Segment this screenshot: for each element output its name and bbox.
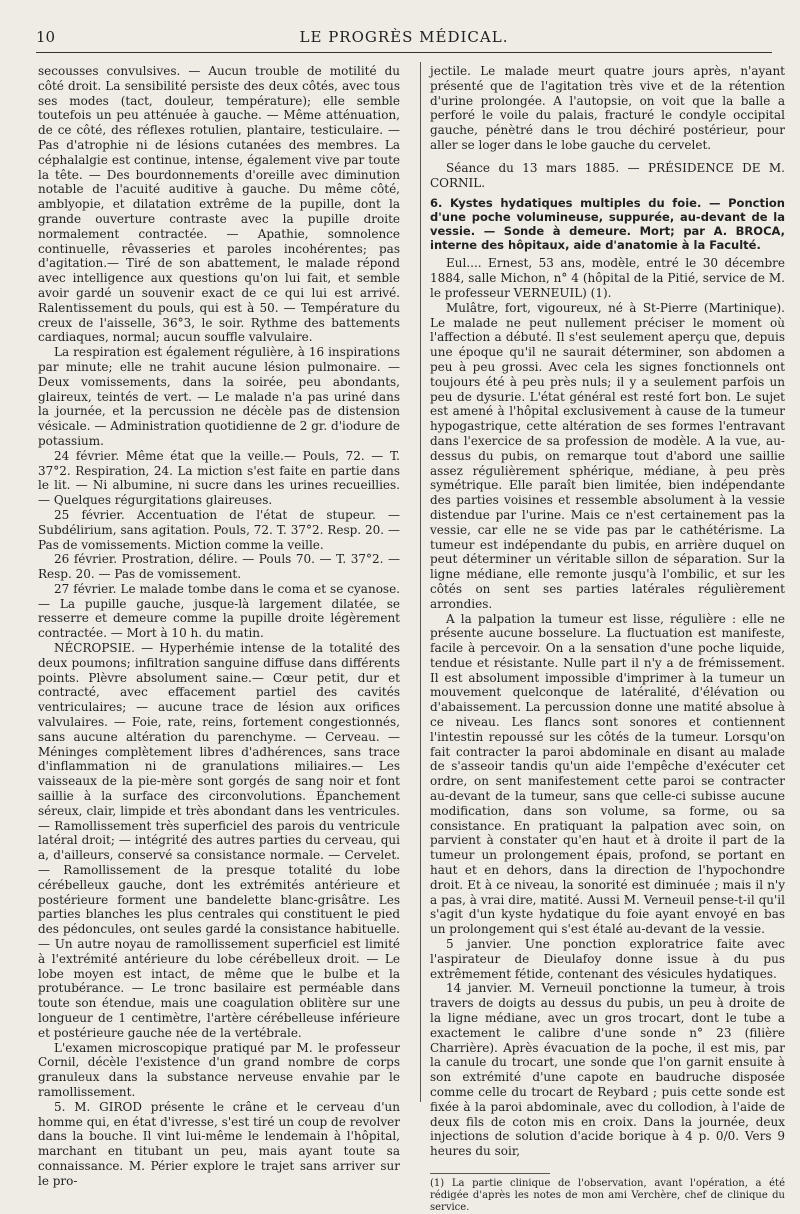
paragraph: A la palpation la tumeur est lisse, régulière : elle ne présente aucune bosselure. La fluctuation est manifeste, facile à percevoir. On a la sensation d'une poche liquide, tendue et résistante. Nulle part il n'y a de frémissement. Il est absolument impossible d'imprimer à la tumeur un mouvement quelconque de latéralité, d'élévation ou d'abaissement. La percussion donne une matité absolue à ce niveau. Les flancs sont sonores et contiennent l'intestin repoussé sur les côtés de la tumeur. Lorsqu'on fait contracter la paroi abdominale en disant au malade de s'asseoir tandis qu'un aide l'empêche d'exécuter cet ordre, on sent manifestement cette paroi se contracter au-devant de la tumeur, sans que celle-ci subisse aucune modification, dans son volume, sa forme, ou sa consistance. En pratiquant la palpation avec soin, on parvient à constater qu'en haut et à droite il part de la tumeur un prolongement épais, profond, se portant en haut et en dehors, dans la direction de l'hypochondre droit. Et à ce niveau, la sonorité est diminuée ; mais il n'y a pas, à vrai dire, matité. Aussi M. Verneuil pense-t-il qu'il s'agit d'un kyste hydatique du foie ayant envoyé en bas un prolongement qui s'est étalé au-devant de la vessie. (430, 611, 785, 937)
header-rule (36, 52, 772, 53)
paragraph: secousses convulsives. — Aucun trouble de motilité du côté droit. La sensibilité persiste des deux côtés, avec tous ses modes (tact, douleur, température); elle semble toutefois un peu atténuée à gauche. — Même atténuation, de ce côté, des réflexes rotulien, plantaire, testiculaire. — Pas d'atrophie ni de lésions cutanées des membres. La céphalalgie est continue, intense, également vive par toute la tête. — Des bourdonnements d'oreille avec diminution notable de l'acuité auditive à gauche. Du même côté, amblyopie, et dilatation extrême de la pupille, dont la grande ouverture contraste avec la pupille droite normalement contractée. — Apathie, somnolence continuelle, rêvasseries et paroles incohérentes; pas d'agitation.— Tiré de son abattement, le malade répond avec intelligence aux questions qu'on lui fait, et semble avoir gardé un souvenir exact de ce qui lui est arrivé. Ralentissement du pouls, qui est à 50. — Température du creux de l'aisselle, 36°3, le soir. Rythme des battements cardiaques, normal; aucun souffle valvulaire. (38, 64, 400, 345)
paragraph: 14 janvier. M. Verneuil ponctionne la tumeur, à trois travers de doigts au dessus du pubis, un peu à droite de la ligne médiane, avec un gros trocart, dont le tube a exactement le calibre d'une sonde n° 23 (filière Charrière). Après évacuation de la poche, il est mis, par la canule du trocart, une sonde que l'on garnit ensuite à son extrémité d'une capote en baudruche disposée comme celle du trocart de Reybard ; puis cette sonde est fixée à la paroi abdominale, avec du collodion, à l'aide de deux fils de coton mis en croix. Dans la journée, deux injections de solution d'acide borique à 4 p. 0/0. Vers 9 heures du soir, (430, 981, 785, 1159)
paragraph: 5. M. GIROD présente le crâne et le cerveau d'un homme qui, en état d'ivresse, s'est tiré un coup de revolver dans la bouche. Il vint lui-même le lendemain à l'hôpital, marchant en titubant un peu, mais ayant toute sa connaissance. M. Périer explore le trajet sans arriver sur le pro- (38, 1099, 400, 1188)
footnote-rule (430, 1173, 550, 1174)
paragraph: Eul.... Ernest, 53 ans, modèle, entré le 30 décembre 1884, salle Michon, n° 4 (hôpital de la Pitié, service de M. le professeur VERNEUIL) (1). (430, 256, 785, 300)
paragraph: L'examen microscopique pratiqué par M. le professeur Cornil, décèle l'existence d'un grand nombre de corps granuleux dans la substance nerveuse envahie par le ramollissement. (38, 1040, 400, 1099)
page-header (36, 28, 772, 50)
column-divider (420, 62, 421, 1102)
paragraph: NÉCROPSIE. — Hyperhémie intense de la totalité des deux poumons; infiltration sanguine diffuse dans différents points. Plèvre absolument saine.— Cœur petit, dur et contracté, avec effacement partiel des cavités ventriculaires; — aucune trace de lésion aux orifices valvulaires. — Foie, rate, reins, fortement congestionnés, sans aucune altération du parenchyme. — Cerveau. — Méninges complètement libres d'adhérences, sans trace d'inflammation ni de granulations miliaires.— Les vaisseaux de la pie-mère sont gorgés de sang noir et font saillie à la surface des circonvolutions. Épanchement séreux, clair, limpide et très abondant dans les ventricules. — Ramollissement très superficiel des parois du ventricule latéral droit; — intégrité des autres parties du cerveau, qui a, d'ailleurs, conservé sa consistance normale. — Cervelet.— Ramollissement de la presque totalité du lobe cérébelleux gauche, dont les extrémités antérieure et postérieure forment une bandelette blanc-grisâtre. Les parties blanches les plus centrales qui constituent le pied des pédoncules, ont seules gardé la consistance habituelle. — Un autre noyau de ramollissement superficiel est limité à l'extrémité antérieure du lobe cérébelleux droit. — Le lobe moyen est intact, de même que le bulbe et la protubérance. — Le tronc basilaire est perméable dans toute son étendue, mais une coagulation oblitère sur une longueur de 1 centimètre, l'artère cérébelleuse inférieure et postérieure gauche née de la vertébrale. (38, 641, 400, 1040)
paragraph: Mulâtre, fort, vigoureux, né à St-Pierre (Martinique). Le malade ne peut nullement préciser le moment où l'affection a débuté. Il s'est seulement aperçu que, depuis une époque qu'il ne saurait déterminer, son abdomen a peu à peu grossi. Avec cela les signes fonctionnels ont toujours été à peu près nuls; il y a seulement parfois un peu de dysurie. L'état général est resté fort bon. Le sujet est amené à l'hôpital exclusivement à cause de la tumeur hypogastrique, cette altération de ses formes l'entravant dans l'exercice de sa profession de modèle. A la vue, au-dessus du pubis, on remarque tout d'abord une saillie assez régulièrement sphérique, médiane, à peu près symétrique. Elle paraît bien limitée, bien indépendante des parties voisines et ressemble absolument à la vessie distendue par l'urine. Mais ce n'est certainement pas la vessie, car elle ne se vide pas par le cathétérisme. La tumeur est indépendante du pubis, en arrière duquel on peut déterminer un véritable sillon de séparation. Sur la ligne médiane, elle remonte jusqu'à l'ombilic, et sur les côtés on sent ses parties latérales régulièrement arrondies. (430, 300, 785, 611)
case-title (430, 196, 785, 252)
page-number: 10 (36, 28, 56, 46)
left-column (38, 64, 400, 1188)
paragraph: 24 février. Même état que la veille.— Pouls, 72. — T. 37°2. Respiration, 24. La miction s'est faite en partie dans le lit. — Ni albumine, ni sucre dans les urines recueillies. — Quelques régurgitations glaireuses. (38, 448, 400, 508)
paragraph: 26 février. Prostration, délire. — Pouls 70. — T. 37°2. — Resp. 20. — Pas de vomissement. (38, 552, 400, 582)
paragraph: 27 février. Le malade tombe dans le coma et se cyanose. — La pupille gauche, jusque-là largement dilatée, se resserre et demeure comme la pupille droite légèrement contractée. — Mort à 10 h. du matin. (38, 581, 400, 641)
paragraph: 25 février. Accentuation de l'état de stupeur. — Subdélirium, sans agitation. Pouls, 72. T. 37°2. Resp. 20. — Pas de vomissements. Miction comme la veille. (38, 507, 400, 552)
footnote: (1) La partie clinique de l'observation, avant l'opération, a été rédigée d'après les notes de mon ami Verchère, chef de clinique du service. (430, 1177, 785, 1213)
paragraph: jectile. Le malade meurt quatre jours après, n'ayant présenté que de l'agitation très vive et de la rétention d'urine prolongée. A l'autopsie, on voit que la balle a perforé le voile du palais, fracturé le condyle occipital gauche, pénètré dans le trou déchiré postérieur, pour aller se loger dans le lobe gauche du cervelet. (430, 64, 785, 152)
section-heading: Séance du 13 mars 1885. — PRÉSIDENCE DE M. CORNIL. (430, 160, 785, 190)
journal-title: LE PROGRÈS MÉDICAL. (299, 28, 509, 46)
paragraph: La respiration est également régulière, à 16 inspirations par minute; elle ne trahit aucune lésion pulmonaire. — Deux vomissements, dans la soirée, peu abondants, glaireux, teintés de vert. — Le malade n'a pas uriné dans la journée, et la percussion ne décèle pas de distension vésicale. — Administration quotidienne de 2 gr. d'iodure de potassium. (38, 345, 400, 448)
right-column (430, 64, 785, 1213)
case-title-text: 6. Kystes hydatiques multiples du foie. — Ponction d'une poche volumineuse, suppurée, au-devant de la vessie. — Sonde à demeure. Mort; par A. BROCA, interne des hôpitaux, aide d'anatomie à la Faculté. (430, 196, 785, 253)
paragraph: 5 janvier. Une ponction exploratrice faite avec l'aspirateur de Dieulafoy donne issue à du pus extrêmement fétide, contenant des vésicules hydatiques. (430, 937, 785, 981)
